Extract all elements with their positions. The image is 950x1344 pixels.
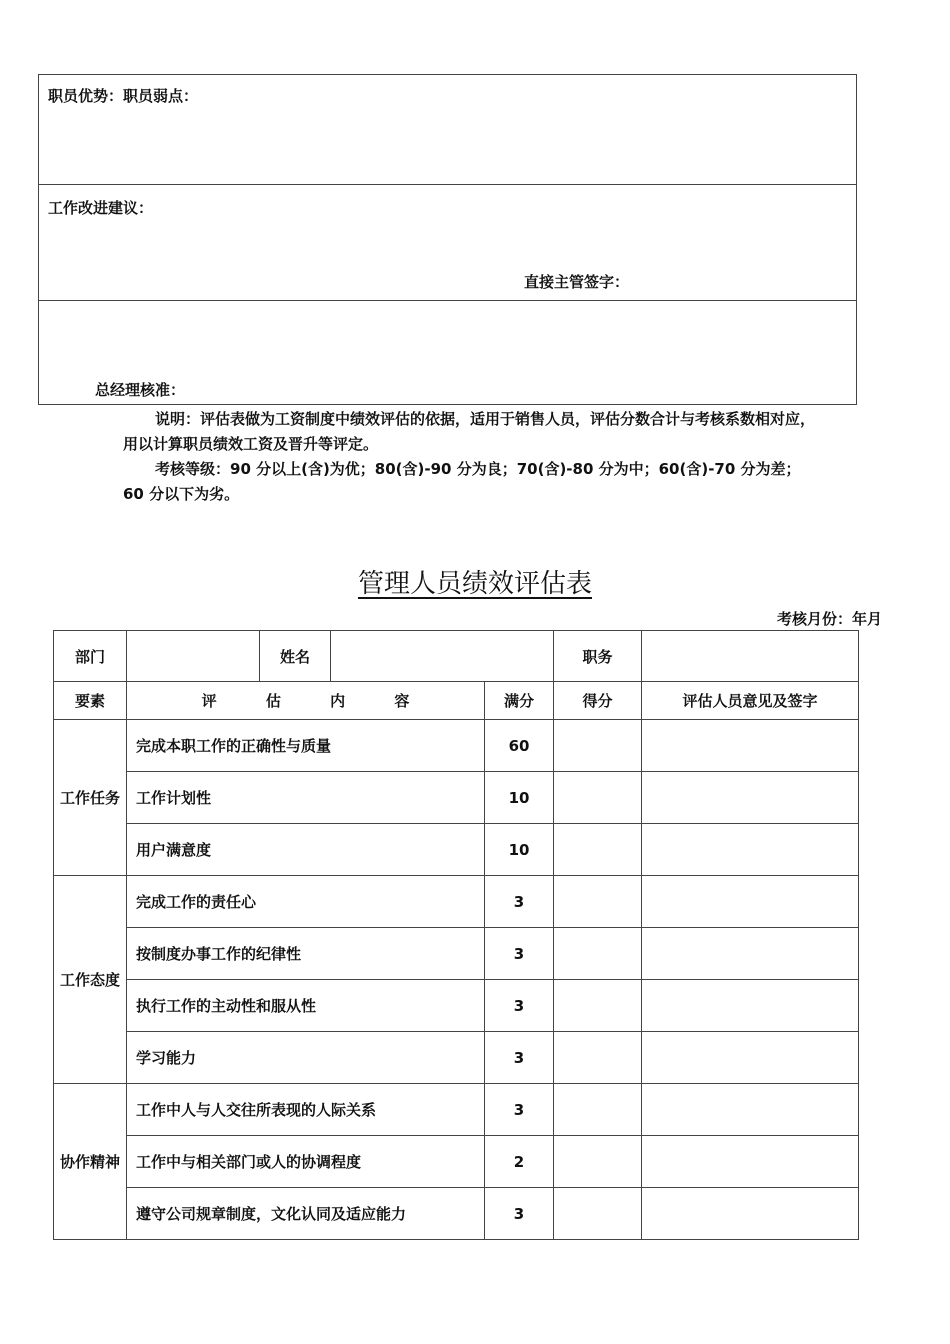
header-score: 得分	[554, 682, 642, 720]
item-full-score: 3	[485, 1188, 554, 1240]
improvement-section	[39, 185, 856, 301]
item-score-cell[interactable]	[554, 1084, 642, 1136]
table-row	[54, 1188, 859, 1240]
table-row	[54, 772, 859, 824]
improvement-label: 工作改进建议：	[48, 199, 154, 217]
item-opinion-cell[interactable]	[642, 1188, 859, 1240]
item-full-score: 10	[485, 824, 554, 876]
dept-label: 部门	[54, 631, 127, 682]
item-content: 工作中与相关部门或人的协调程度	[127, 1136, 485, 1188]
position-field[interactable]	[642, 631, 859, 682]
item-opinion-cell[interactable]	[642, 1136, 859, 1188]
item-content: 完成本职工作的正确性与质量	[127, 720, 485, 772]
item-opinion-cell[interactable]	[642, 876, 859, 928]
item-full-score: 2	[485, 1136, 554, 1188]
group-name: 工作任务	[54, 720, 127, 876]
table-row	[54, 1136, 859, 1188]
item-score-cell[interactable]	[554, 928, 642, 980]
table-row	[54, 980, 859, 1032]
table-row	[54, 876, 859, 928]
item-score-cell[interactable]	[554, 772, 642, 824]
item-full-score: 60	[485, 720, 554, 772]
item-content: 学习能力	[127, 1032, 485, 1084]
item-opinion-cell[interactable]	[642, 772, 859, 824]
item-content: 工作中人与人交往所表现的人际关系	[127, 1084, 485, 1136]
item-content: 工作计划性	[127, 772, 485, 824]
item-opinion-cell[interactable]	[642, 824, 859, 876]
supervisor-signature-label: 直接主管签字：	[524, 273, 630, 291]
strengths-weaknesses-section	[39, 75, 856, 185]
table-row	[54, 824, 859, 876]
table-row	[54, 1084, 859, 1136]
gm-approval-section	[39, 301, 856, 404]
item-opinion-cell[interactable]	[642, 720, 859, 772]
gm-approval-label: 总经理核准：	[95, 381, 186, 399]
item-full-score: 3	[485, 1084, 554, 1136]
header-opinion: 评估人员意见及签字	[642, 682, 859, 720]
header-row	[54, 682, 859, 720]
table-row	[54, 928, 859, 980]
comment-box	[38, 74, 857, 405]
item-content: 按制度办事工作的纪律性	[127, 928, 485, 980]
item-score-cell[interactable]	[554, 824, 642, 876]
item-score-cell[interactable]	[554, 1188, 642, 1240]
name-field[interactable]	[331, 631, 554, 682]
item-content: 遵守公司规章制度，文化认同及适应能力	[127, 1188, 485, 1240]
note-line-2: 用以计算职员绩效工资及晋升等评定。	[123, 435, 379, 453]
header-element: 要素	[54, 682, 127, 720]
item-score-cell[interactable]	[554, 720, 642, 772]
form-title: 管理人员绩效评估表	[357, 569, 592, 599]
item-content: 完成工作的责任心	[127, 876, 485, 928]
table-row	[54, 720, 859, 772]
item-full-score: 3	[485, 980, 554, 1032]
item-score-cell[interactable]	[554, 876, 642, 928]
note-line-4: 60 分以下为劣。	[123, 485, 240, 503]
group-name: 协作精神	[54, 1084, 127, 1240]
item-opinion-cell[interactable]	[642, 1032, 859, 1084]
dept-field[interactable]	[127, 631, 260, 682]
item-full-score: 3	[485, 876, 554, 928]
item-score-cell[interactable]	[554, 980, 642, 1032]
note-line-1: 说明：评估表做为工资制度中绩效评估的依据，适用于销售人员，评估分数合计与考核系数相对应，	[155, 410, 816, 428]
position-label: 职务	[554, 631, 642, 682]
item-full-score: 3	[485, 928, 554, 980]
item-content: 用户满意度	[127, 824, 485, 876]
assessment-month-label: 考核月份：年月	[776, 610, 882, 628]
group-name: 工作态度	[54, 876, 127, 1084]
note-line-3: 考核等级：90 分以上(含)为优；80(含)-90 分为良；70(含)-80 分为中；60(含)-70 分为差；	[155, 460, 801, 478]
header-content: 评 估 内 容	[127, 682, 485, 720]
header-full-score: 满分	[485, 682, 554, 720]
item-score-cell[interactable]	[554, 1136, 642, 1188]
item-content: 执行工作的主动性和服从性	[127, 980, 485, 1032]
info-row	[54, 631, 859, 682]
name-label: 姓名	[260, 631, 331, 682]
table-row	[54, 1032, 859, 1084]
item-opinion-cell[interactable]	[642, 928, 859, 980]
strengths-weaknesses-label: 职员优势：职员弱点：	[48, 87, 199, 105]
evaluation-table	[53, 630, 859, 1240]
item-full-score: 10	[485, 772, 554, 824]
item-full-score: 3	[485, 1032, 554, 1084]
item-opinion-cell[interactable]	[642, 980, 859, 1032]
item-opinion-cell[interactable]	[642, 1084, 859, 1136]
item-score-cell[interactable]	[554, 1032, 642, 1084]
